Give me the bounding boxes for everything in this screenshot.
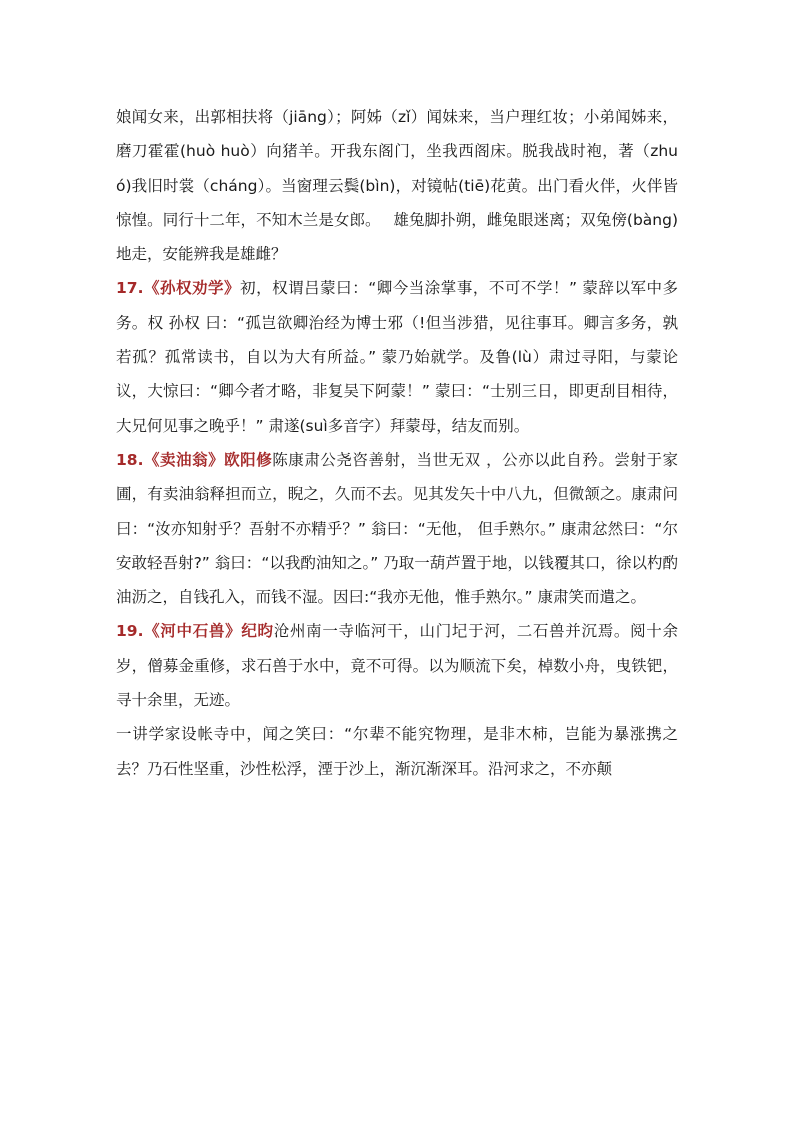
section-heading-17: 17.《孙权劝学》: [116, 279, 241, 298]
section-heading-19: 19.《河中石兽》纪昀: [116, 622, 274, 641]
section-body: 娘闻女来，出郭相扶将（jiāng）；阿姊（zǐ）闻妹来，当户理红妆；小弟闻姊来，磨刀霍霍(huò huò）向猪羊。开我东阁门，坐我西阁床。脱我战时袍，著（zhuó)我旧时裳（cháng）。当窗理云鬓(bìn)，对镜帖(tiē)花黄。出门看火伴，火伴皆惊惶。同行十二年，不知木兰是女郎。 雄兔脚扑朔，雌兔眼迷离；双兔傍(bàng)地走，安能辨我是雄雌？: [116, 108, 678, 264]
section-body-17: 初，权谓吕蒙曰：“卿今当涂掌事，不可不学！” 蒙辞以军中多务。权 孙权 曰：“孤岂欲卿治经为博士邪（!但当涉猎，见往事耳。卿言多务，孰若孤？孤常读书，自以为大有所益。” 蒙乃始就学。及鲁(lù）肃过寻阳，与蒙论议，大惊曰：“卿今者才略，非复吴下阿蒙！” 蒙曰：“士别三日，即更刮目相待，大兄何见事之晚乎！” 肃遂(suì多音字）拜蒙母，结友而别。: [116, 279, 678, 435]
paragraph-maiyouweng: [116, 443, 678, 614]
paragraph-mulan-excerpt: [116, 100, 678, 271]
section-body-18: 陈康肃公尧咨善射，当世无双 ，公亦以此自矜。尝射于家圃，有卖油翁释担而立，睨之，久而不去。见其发矢十中八九，但微颔之。康肃问曰：“汝亦知射乎？吾射不亦精乎？” 翁曰：“无他， 但手熟尔。” 康肃忿然曰：“尔安敢轻吾射?” 翁曰：“以我酌油知之。” 乃取一葫芦置于地，以钱覆其口，徐以杓酌油沥之，自钱孔入，而钱不湿。因曰:“我亦无他，惟手熟尔。” 康肃笑而遣之。: [116, 450, 678, 607]
paragraph-sunquan-quanxue: [116, 271, 678, 442]
section-body-19: 沧州南一寺临河干，山门圮于河，二石兽并沉焉。阅十余岁，僧募金重修，求石兽于水中，竟不可得。以为顺流下矣，棹数小舟，曳铁钯，寻十余里，无迹。: [116, 622, 678, 710]
paragraph-hezhong-shishou: [116, 614, 678, 717]
section-heading-18: 18.《卖油翁》欧阳修: [116, 450, 273, 469]
paragraph-hezhong-continued: [116, 717, 678, 786]
document-page: [116, 100, 678, 786]
section-body-continued: 一讲学家设帐寺中，闻之笑曰：“尔辈不能究物理，是非木柿，岂能为暴涨携之去？乃石性坚重，沙性松浮，湮于沙上，渐沉渐深耳。沿河求之，不亦颠: [116, 725, 678, 778]
